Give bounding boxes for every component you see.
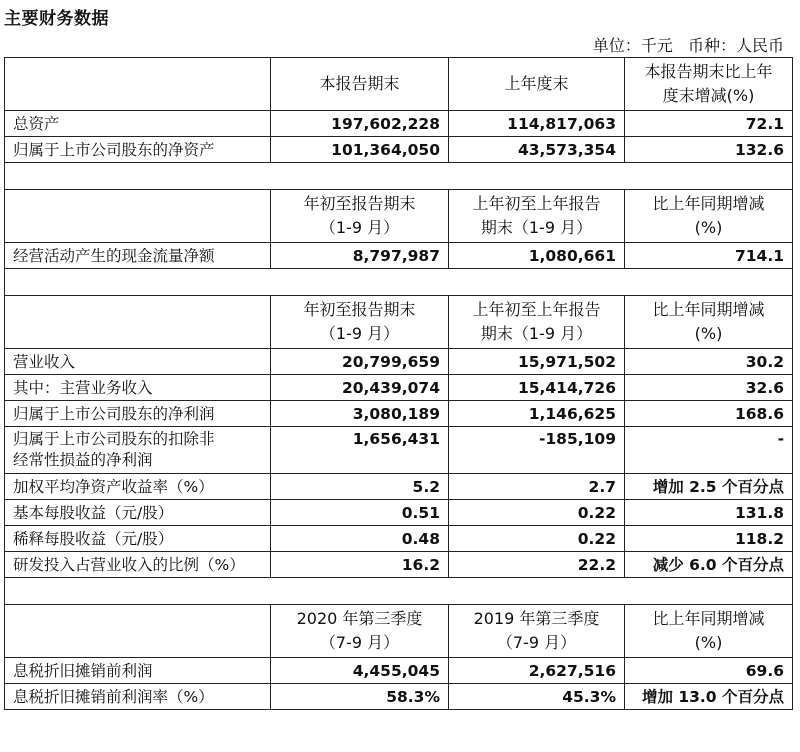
header-line: (%) [694, 218, 723, 237]
cell-value: 1,146,625 [449, 401, 625, 427]
section-title: 主要财务数据 [4, 9, 109, 29]
header-line: 期末（1-9 月） [480, 218, 593, 237]
header-line: （1-9 月） [319, 324, 400, 343]
table-row [5, 474, 793, 500]
header-ytd [271, 190, 449, 243]
row-label: 研发投入占营业收入的比例（%） [5, 552, 271, 578]
spacer-cell [5, 269, 793, 296]
table-row [5, 552, 793, 578]
header-line: 年初至报告期末 [303, 194, 416, 213]
row-label: 加权平均净资产收益率（%） [5, 474, 271, 500]
row-label: 归属于上市公司股东的净资产 [5, 137, 271, 163]
cell-value: 58.3% [271, 684, 449, 710]
header-line: （1-9 月） [319, 218, 400, 237]
cell-value: 5.2 [271, 474, 449, 500]
header-empty-cell [5, 190, 271, 243]
cell-value: 131.8 [625, 500, 793, 526]
cell-value: 72.1 [625, 111, 793, 137]
header-line: (%) [694, 633, 723, 652]
financial-data-table [4, 57, 793, 710]
header-empty-cell [5, 605, 271, 658]
cell-value: 20,439,074 [271, 375, 449, 401]
cell-value: 22.2 [449, 552, 625, 578]
cell-value: 114,817,063 [449, 111, 625, 137]
row-label-line2: 经常性损益的净利润 [13, 451, 153, 469]
header-change-line1: 本报告期末比上年 [644, 62, 773, 81]
header-change-pct [625, 190, 793, 243]
cell-value: 20,799,659 [271, 349, 449, 375]
table-header-row [5, 605, 793, 658]
table-row [5, 658, 793, 684]
header-prior-year-end: 上年度末 [449, 58, 625, 111]
cell-value: 增加 2.5 个百分点 [625, 474, 793, 500]
table-row [5, 401, 793, 427]
cell-value: 16.2 [271, 552, 449, 578]
unit-currency-note: 单位：千元 币种：人民币 [592, 36, 784, 55]
row-label: 稀释每股收益（元/股） [5, 526, 271, 552]
header-prior-ytd [449, 190, 625, 243]
row-label [5, 427, 271, 474]
header-line: 上年初至上年报告 [472, 300, 601, 319]
row-label-line1: 归属于上市公司股东的扣除非 [13, 430, 215, 448]
table-row [5, 526, 793, 552]
row-label: 息税折旧摊销前利润率（%） [5, 684, 271, 710]
header-change-pct [625, 58, 793, 111]
spacer-cell [5, 578, 793, 605]
row-label: 基本每股收益（元/股） [5, 500, 271, 526]
cell-value: 714.1 [625, 243, 793, 269]
cell-value: 118.2 [625, 526, 793, 552]
spacer-row [5, 163, 793, 190]
cell-value: 2.7 [449, 474, 625, 500]
cell-value: -185,109 [449, 427, 625, 474]
cell-value: 69.6 [625, 658, 793, 684]
header-line: 年初至报告期末 [303, 300, 416, 319]
cell-value: 101,364,050 [271, 137, 449, 163]
cell-value: 30.2 [625, 349, 793, 375]
spacer-row [5, 269, 793, 296]
row-label: 归属于上市公司股东的净利润 [5, 401, 271, 427]
header-line: 上年初至上年报告 [472, 194, 601, 213]
table-header-row [5, 190, 793, 243]
spacer-cell [5, 163, 793, 190]
header-line: （7-9 月） [496, 633, 577, 652]
cell-value: - [625, 427, 793, 474]
header-q3-2020 [271, 605, 449, 658]
header-line: 比上年同期增减 [652, 609, 765, 628]
cell-value: 15,414,726 [449, 375, 625, 401]
header-line: (%) [694, 324, 723, 343]
header-empty-cell [5, 296, 271, 349]
table-header-row [5, 296, 793, 349]
cell-value: 45.3% [449, 684, 625, 710]
spacer-row [5, 578, 793, 605]
header-current-period-end: 本报告期末 [271, 58, 449, 111]
cell-value: 8,797,987 [271, 243, 449, 269]
header-line: （7-9 月） [319, 633, 400, 652]
header-q3-2019 [449, 605, 625, 658]
header-line: 2020 年第三季度 [296, 609, 423, 628]
cell-value: 增加 13.0 个百分点 [625, 684, 793, 710]
header-line: 比上年同期增减 [652, 300, 765, 319]
cell-value: 0.48 [271, 526, 449, 552]
cell-value: 43,573,354 [449, 137, 625, 163]
cell-value: 0.51 [271, 500, 449, 526]
table-row [5, 500, 793, 526]
cell-value: 1,080,661 [449, 243, 625, 269]
table-row [5, 684, 793, 710]
header-change-line2: 度末增减(%) [662, 86, 755, 105]
cell-value: 15,971,502 [449, 349, 625, 375]
table-row [5, 243, 793, 269]
cell-value: 132.6 [625, 137, 793, 163]
header-line: 期末（1-9 月） [480, 324, 593, 343]
cell-value: 2,627,516 [449, 658, 625, 684]
row-label: 经营活动产生的现金流量净额 [5, 243, 271, 269]
table-row [5, 137, 793, 163]
cell-value: 1,656,431 [271, 427, 449, 474]
row-label: 营业收入 [5, 349, 271, 375]
header-ytd [271, 296, 449, 349]
header-line: 比上年同期增减 [652, 194, 765, 213]
cell-value: 减少 6.0 个百分点 [625, 552, 793, 578]
header-line: 2019 年第三季度 [473, 609, 600, 628]
cell-value: 168.6 [625, 401, 793, 427]
header-change-pct [625, 296, 793, 349]
table-header-row [5, 58, 793, 111]
table-row [5, 349, 793, 375]
row-label: 其中：主营业务收入 [5, 375, 271, 401]
cell-value: 4,455,045 [271, 658, 449, 684]
cell-value: 0.22 [449, 500, 625, 526]
row-label: 总资产 [5, 111, 271, 137]
cell-value: 32.6 [625, 375, 793, 401]
cell-value: 197,602,228 [271, 111, 449, 137]
table-row [5, 111, 793, 137]
header-empty-cell [5, 58, 271, 111]
table-row [5, 375, 793, 401]
cell-value: 0.22 [449, 526, 625, 552]
header-change-pct [625, 605, 793, 658]
row-label: 息税折旧摊销前利润 [5, 658, 271, 684]
table-row [5, 427, 793, 474]
cell-value: 3,080,189 [271, 401, 449, 427]
header-prior-ytd [449, 296, 625, 349]
